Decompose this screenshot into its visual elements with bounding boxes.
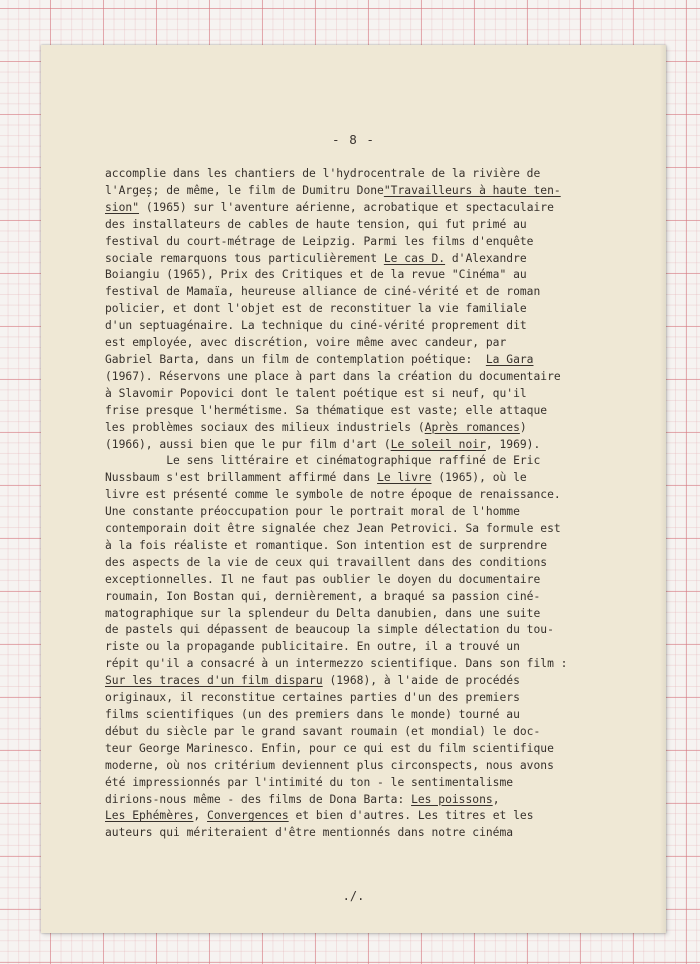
text-segment: Une constante préoccupation pour le portrait moral de l'homme bbox=[105, 505, 520, 519]
text-segment: sociale remarquons tous particulièrement bbox=[105, 251, 384, 265]
underlined-title: La Gara bbox=[485, 352, 534, 366]
text-segment: est employée, avec discrétion, voire même avec candeur, par bbox=[105, 336, 507, 350]
text-line bbox=[105, 808, 642, 825]
text-segment: festival de Mamaïa, heureuse alliance de ciné-vérité et de roman bbox=[105, 285, 541, 299]
text-line bbox=[105, 352, 642, 369]
text-segment: de pastels qui dépassent de beaucoup la simple délectation du tou- bbox=[105, 623, 554, 637]
text-segment: des installateurs de cables de haute tension, qui fut primé au bbox=[105, 217, 527, 231]
text-line bbox=[105, 470, 642, 487]
text-segment: dirions-nous même - des films de Dona Barta: bbox=[105, 792, 412, 806]
text-segment: riste ou la propagande publicitaire. En outre, il a trouvé un bbox=[105, 640, 520, 654]
text-segment: teur George Marinesco. Enfin, pour ce qui est du film scientifique bbox=[105, 741, 554, 755]
underlined-title: Sur les traces d'un film disparu bbox=[105, 674, 323, 688]
text-line bbox=[105, 690, 642, 707]
body-text bbox=[105, 166, 642, 842]
text-segment: (1967). Réservons une place à part dans la création du documentaire bbox=[105, 369, 561, 383]
text-line bbox=[105, 217, 642, 234]
text-segment: à la fois réaliste et romantique. Son intention est de surprendre bbox=[105, 538, 548, 552]
text-segment: roumain, Ion Bostan qui, dernièrement, a braqué sa passion ciné- bbox=[105, 589, 541, 603]
text-segment: policier, et dont l'objet est de reconstituer la vie familiale bbox=[105, 302, 527, 316]
continuation-mark: ./. bbox=[342, 889, 365, 903]
text-segment: des aspects de la vie de ceux qui travaillent dans des conditions bbox=[105, 555, 548, 569]
text-line bbox=[105, 724, 642, 741]
text-line bbox=[105, 707, 642, 724]
text-line bbox=[105, 825, 642, 842]
text-segment: , 1969). bbox=[485, 437, 541, 451]
text-line bbox=[105, 792, 642, 809]
underlined-title: Les Ephémères bbox=[105, 809, 194, 823]
text-segment: matographique sur la splendeur du Delta danubien, dans une suite bbox=[105, 606, 541, 620]
text-segment: moderne, où nos critérium deviennent plus circonspects, nous avons bbox=[105, 758, 554, 772]
text-segment: ) bbox=[519, 420, 527, 434]
text-line bbox=[105, 420, 642, 437]
text-segment: contemporain doit être signalée chez Jean Petrovici. Sa formule est bbox=[105, 522, 561, 536]
text-line bbox=[105, 606, 642, 623]
text-segment: à Slavomir Popovici dont le talent poétique est si neuf, qu'il bbox=[105, 386, 527, 400]
text-segment: festival du court-métrage de Leipzig. Parmi les films d'enquête bbox=[105, 234, 534, 248]
text-segment: exceptionnelles. Il ne faut pas oublier le doyen du documentaire bbox=[105, 572, 541, 586]
underlined-title: Le cas D. bbox=[383, 251, 446, 265]
text-line bbox=[105, 639, 642, 656]
text-line bbox=[105, 538, 642, 555]
text-segment: l'Argeș; de même, le film de Dumitru Done bbox=[105, 183, 384, 197]
text-segment: , bbox=[193, 809, 208, 823]
underlined-title: Après romances bbox=[424, 420, 520, 434]
text-line bbox=[105, 284, 642, 301]
text-line bbox=[105, 335, 642, 352]
text-segment: les problèmes sociaux des milieux industriels ( bbox=[105, 420, 425, 434]
text-segment: auteurs qui mériteraient d'être mentionnés dans notre cinéma bbox=[105, 826, 514, 840]
text-line bbox=[105, 673, 642, 690]
text-segment: Le sens littéraire et cinématographique raffiné de Eric bbox=[105, 454, 541, 468]
text-segment: début du siècle par le grand savant roumain (et mondial) le doc- bbox=[105, 724, 541, 738]
text-line bbox=[105, 589, 642, 606]
text-segment: (1965) sur l'aventure aérienne, acrobatique et spectaculaire bbox=[139, 200, 554, 214]
text-segment: frise presque l'hermétisme. Sa thématique est vaste; elle attaque bbox=[105, 403, 548, 417]
text-segment: accomplie dans les chantiers de l'hydrocentrale de la rivière de bbox=[105, 167, 541, 180]
text-segment: été impressionnés par l'intimité du ton - le sentimentalisme bbox=[105, 775, 514, 789]
text-line bbox=[105, 758, 642, 775]
text-segment: , bbox=[492, 792, 500, 806]
text-segment: Boiangiu (1965), Prix des Critiques et de la revue "Cinéma" au bbox=[105, 268, 527, 282]
page-edge-shadow bbox=[660, 45, 666, 933]
text-line bbox=[105, 386, 642, 403]
text-line bbox=[105, 775, 642, 792]
text-line bbox=[105, 183, 642, 200]
text-segment: (1966), aussi bien que le pur film d'art ( bbox=[105, 437, 391, 451]
text-line bbox=[105, 555, 642, 572]
text-line bbox=[105, 656, 642, 673]
text-segment: (1968), à l'aide de procédés bbox=[322, 674, 520, 688]
text-segment: répit qu'il a consacré à un intermezzo scientifique. Dans son film : bbox=[105, 657, 568, 671]
text-line bbox=[105, 251, 642, 268]
underlined-title: Le livre bbox=[377, 471, 432, 485]
underlined-title: sion" bbox=[105, 200, 140, 214]
underlined-title: Les poissons bbox=[411, 792, 493, 806]
underlined-title: Le soleil noir bbox=[390, 437, 486, 451]
text-line bbox=[105, 622, 642, 639]
text-line bbox=[105, 200, 642, 217]
text-segment: films scientifiques (un des premiers dans le monde) tourné au bbox=[105, 708, 520, 721]
underlined-title: Convergences bbox=[207, 809, 289, 823]
typed-page bbox=[41, 45, 666, 933]
text-segment: et bien d'autres. Les titres et les bbox=[288, 809, 534, 823]
text-line bbox=[105, 504, 642, 521]
text-line bbox=[105, 487, 642, 504]
text-segment: d'un septuagénaire. La technique du ciné-vérité proprement dit bbox=[105, 319, 527, 333]
text-line bbox=[105, 437, 642, 454]
text-segment: Nussbaum s'est brillamment affirmé dans bbox=[105, 471, 378, 485]
page-number: - 8 - bbox=[332, 132, 375, 147]
text-line bbox=[105, 318, 642, 335]
text-line bbox=[105, 403, 642, 420]
text-line bbox=[105, 453, 642, 470]
text-line bbox=[105, 234, 642, 251]
text-segment: d'Alexandre bbox=[445, 251, 527, 265]
underlined-title: "Travailleurs à haute ten- bbox=[383, 183, 561, 197]
text-segment: livre est présenté comme le symbole de notre époque de renaissance. bbox=[105, 488, 561, 502]
text-line bbox=[105, 301, 642, 318]
text-line bbox=[105, 369, 642, 386]
text-segment: (1965), où le bbox=[431, 471, 527, 485]
text-line bbox=[105, 521, 642, 538]
text-segment: Gabriel Barta, dans un film de contemplation poétique: bbox=[105, 352, 486, 366]
text-segment: originaux, il reconstitue certaines parties d'un des premiers bbox=[105, 691, 520, 705]
text-line bbox=[105, 267, 642, 284]
text-line bbox=[105, 572, 642, 589]
text-line bbox=[105, 741, 642, 758]
text-line bbox=[105, 166, 642, 183]
